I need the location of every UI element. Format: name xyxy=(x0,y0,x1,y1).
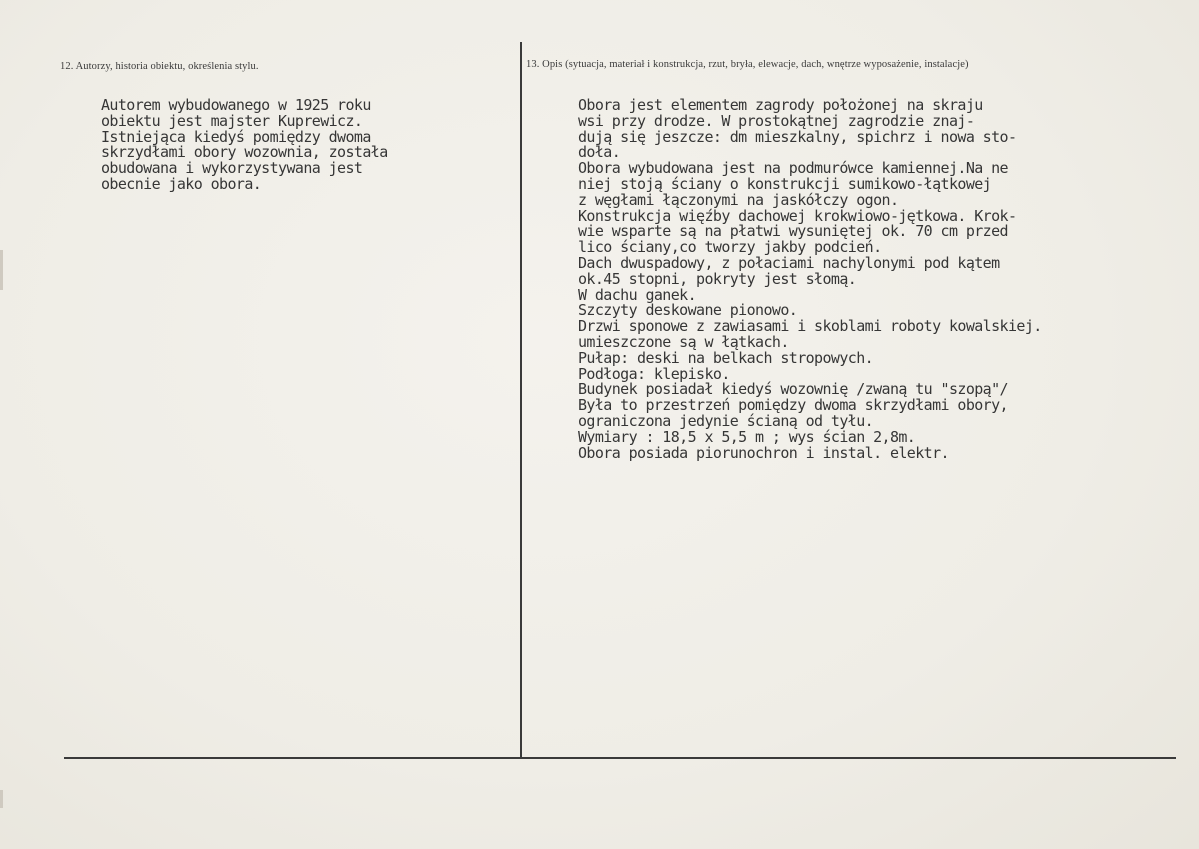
typed-line: obiektu jest majster Kuprewicz. xyxy=(101,111,363,130)
typed-line: lico ściany,co tworzy jakby podcień. xyxy=(578,238,882,257)
typed-line: skrzydłami obory wozownia, została xyxy=(101,143,388,162)
typed-line: ok.45 stopni, pokryty jest słomą. xyxy=(578,269,857,288)
typed-line: dują się jeszcze: dm mieszkalny, spichrz i nowa sto- xyxy=(578,127,1017,146)
typed-line: Dach dwuspadowy, z połaciami nachylonymi pod kątem xyxy=(578,253,1000,272)
section-13-typed-text xyxy=(578,98,1042,461)
typed-line: Budynek posiadał kiedyś wozownię /zwaną tu "szopą"/ xyxy=(578,380,1008,399)
column-divider xyxy=(520,42,522,758)
section-12-typed-text xyxy=(101,98,388,193)
typed-line: obecnie jako obora. xyxy=(101,174,262,193)
typed-line: Konstrukcja więźby dachowej krokwiowo-jętkowa. Krok- xyxy=(578,206,1017,225)
section-12-heading: 12. Autorzy, historia obiektu, określenia stylu. xyxy=(60,61,259,72)
typed-line: wsi przy drodze. W prostokątnej zagrodzie znaj- xyxy=(578,111,975,130)
typed-line: Obora posiada piorunochron i instal. elektr. xyxy=(578,443,949,462)
typed-line: z węgłami łączonymi na jaskółczy ogon. xyxy=(578,190,899,209)
typed-line: ograniczona jedynie ścianą od tyłu. xyxy=(578,411,874,430)
typed-line: W dachu ganek. xyxy=(578,285,697,304)
bottom-rule xyxy=(64,757,1176,759)
typed-line: niej stoją ściany o konstrukcji sumikowo-łątkowej xyxy=(578,174,992,193)
typed-line: Obora jest elementem zagrody położonej na skraju xyxy=(578,96,983,114)
typed-line: Była to przestrzeń pomiędzy dwoma skrzydłami obory, xyxy=(578,396,1008,415)
typed-line: Drzwi sponowe z zawiasami i skoblami roboty kowalskiej. xyxy=(578,317,1042,336)
typed-line: Obora wybudowana jest na podmurówce kamiennej.Na ne xyxy=(578,159,1008,178)
typed-line: wie wsparte są na płatwi wysuniętej ok. 70 cm przed xyxy=(578,222,1008,241)
typed-line: doła. xyxy=(578,143,621,162)
typed-line: Wymiary : 18,5 x 5,5 m ; wys ścian 2,8m. xyxy=(578,427,916,446)
typed-line: obudowana i wykorzystywana jest xyxy=(101,159,363,178)
typed-line: umieszczone są w łątkach. xyxy=(578,332,789,351)
typed-line: Autorem wybudowanego w 1925 roku xyxy=(101,96,371,114)
section-13-heading: 13. Opis (sytuacja, materiał i konstrukcja, rzut, bryła, elewacje, dach, wnętrze wyposażenie, instalacje) xyxy=(526,59,969,70)
typed-line: Szczyty deskowane pionowo. xyxy=(578,301,798,320)
typed-line: Istniejąca kiedyś pomiędzy dwoma xyxy=(101,127,371,146)
page-edge-mark xyxy=(0,250,3,290)
page-edge-mark xyxy=(0,790,3,808)
typed-line: Podłoga: klepisko. xyxy=(578,364,730,383)
typed-line: Pułap: deski na belkach stropowych. xyxy=(578,348,874,367)
